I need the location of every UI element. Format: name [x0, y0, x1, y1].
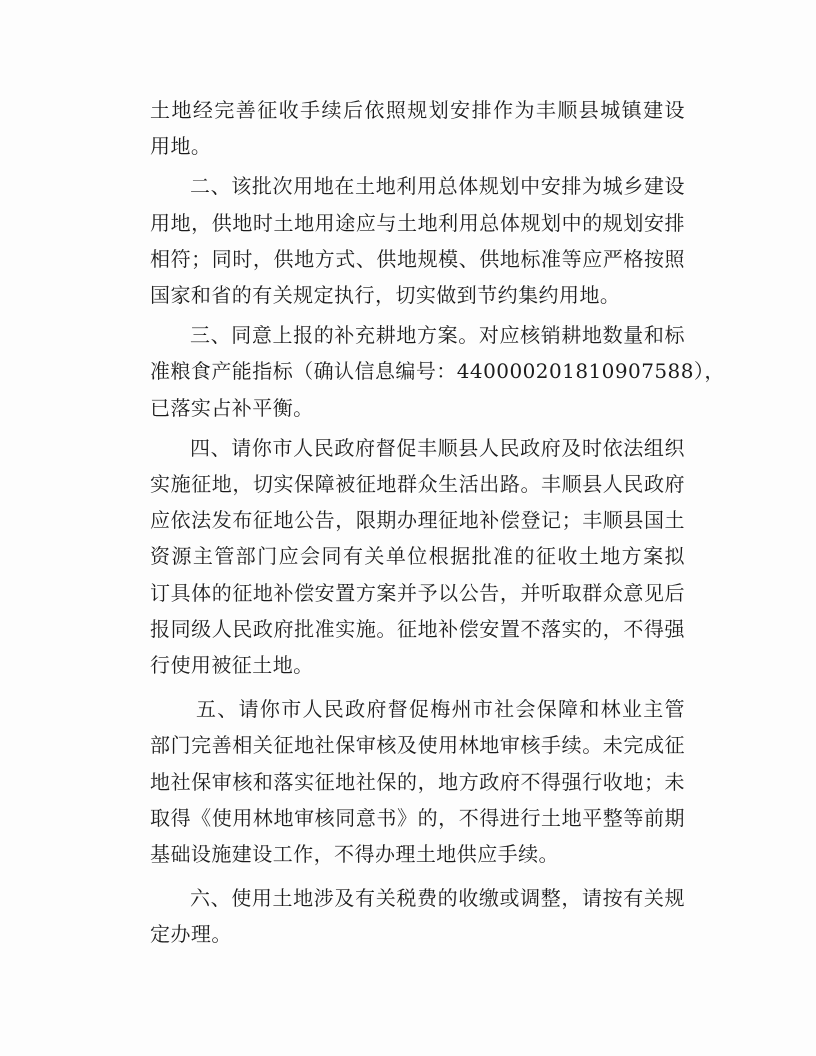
text-line: 国家和省的有关规定执行，切实做到节约集约用地。 [150, 283, 621, 308]
text-line: 准粮食产能指标（确认信息编号：440000201810907588）， [150, 359, 725, 384]
document-body [150, 92, 725, 953]
text-line: 六、使用土地涉及有关税费的收缴或调整，请按有关规 [190, 886, 685, 911]
text-line: 部门完善相关征地社保审核及使用林地审核手续。未完成征 [150, 733, 685, 758]
text-line: 应依法发布征地公告，限期办理征地补偿登记；丰顺县国土 [150, 508, 685, 533]
paragraph-three [150, 317, 725, 426]
text-line: 五、请你市人民政府督促梅州市社会保障和林业主管 [196, 697, 685, 722]
text-line: 定办理。 [150, 922, 232, 947]
paragraph-five [150, 691, 685, 872]
paragraph-two [150, 168, 685, 313]
text-line: 已落实占补平衡。 [150, 395, 314, 420]
text-line: 订具体的征地补偿安置方案并予以公告，并听取群众意见后 [150, 580, 685, 605]
text-line: 资源主管部门应会同有关单位根据批准的征收土地方案拟 [150, 544, 685, 569]
text-line: 基础设施建设工作，不得办理土地供应手续。 [150, 842, 559, 867]
text-line: 用地。 [150, 134, 212, 159]
text-line: 相符；同时，供地方式、供地规模、供地标准等应严格按照 [150, 246, 685, 271]
text-line: 报同级人民政府批准实施。征地补偿安置不落实的，不得强 [150, 616, 685, 641]
text-line: 二、该批次用地在土地利用总体规划中安排为城乡建设 [190, 174, 685, 199]
paragraph-six [150, 880, 685, 952]
text-line: 土地经完善征收手续后依照规划安排作为丰顺县城镇建设 [150, 98, 685, 122]
text-line: 地社保审核和落实征地社保的，地方政府不得强行收地；未 [150, 769, 685, 794]
text-line: 三、同意上报的补充耕地方案。对应核销耕地数量和标 [190, 323, 685, 348]
text-line: 实施征地，切实保障被征地群众生活出路。丰顺县人民政府 [150, 472, 685, 497]
paragraph-continuation [150, 92, 685, 164]
text-line: 四、请你市人民政府督促丰顺县人民政府及时依法组织 [190, 435, 685, 460]
text-line: 用地，供地时土地用途应与土地利用总体规划中的规划安排 [150, 210, 685, 235]
text-line: 行使用被征土地。 [150, 653, 314, 678]
paragraph-four [150, 430, 685, 683]
text-line: 取得《使用林地审核同意书》的，不得进行土地平整等前期 [150, 805, 685, 830]
